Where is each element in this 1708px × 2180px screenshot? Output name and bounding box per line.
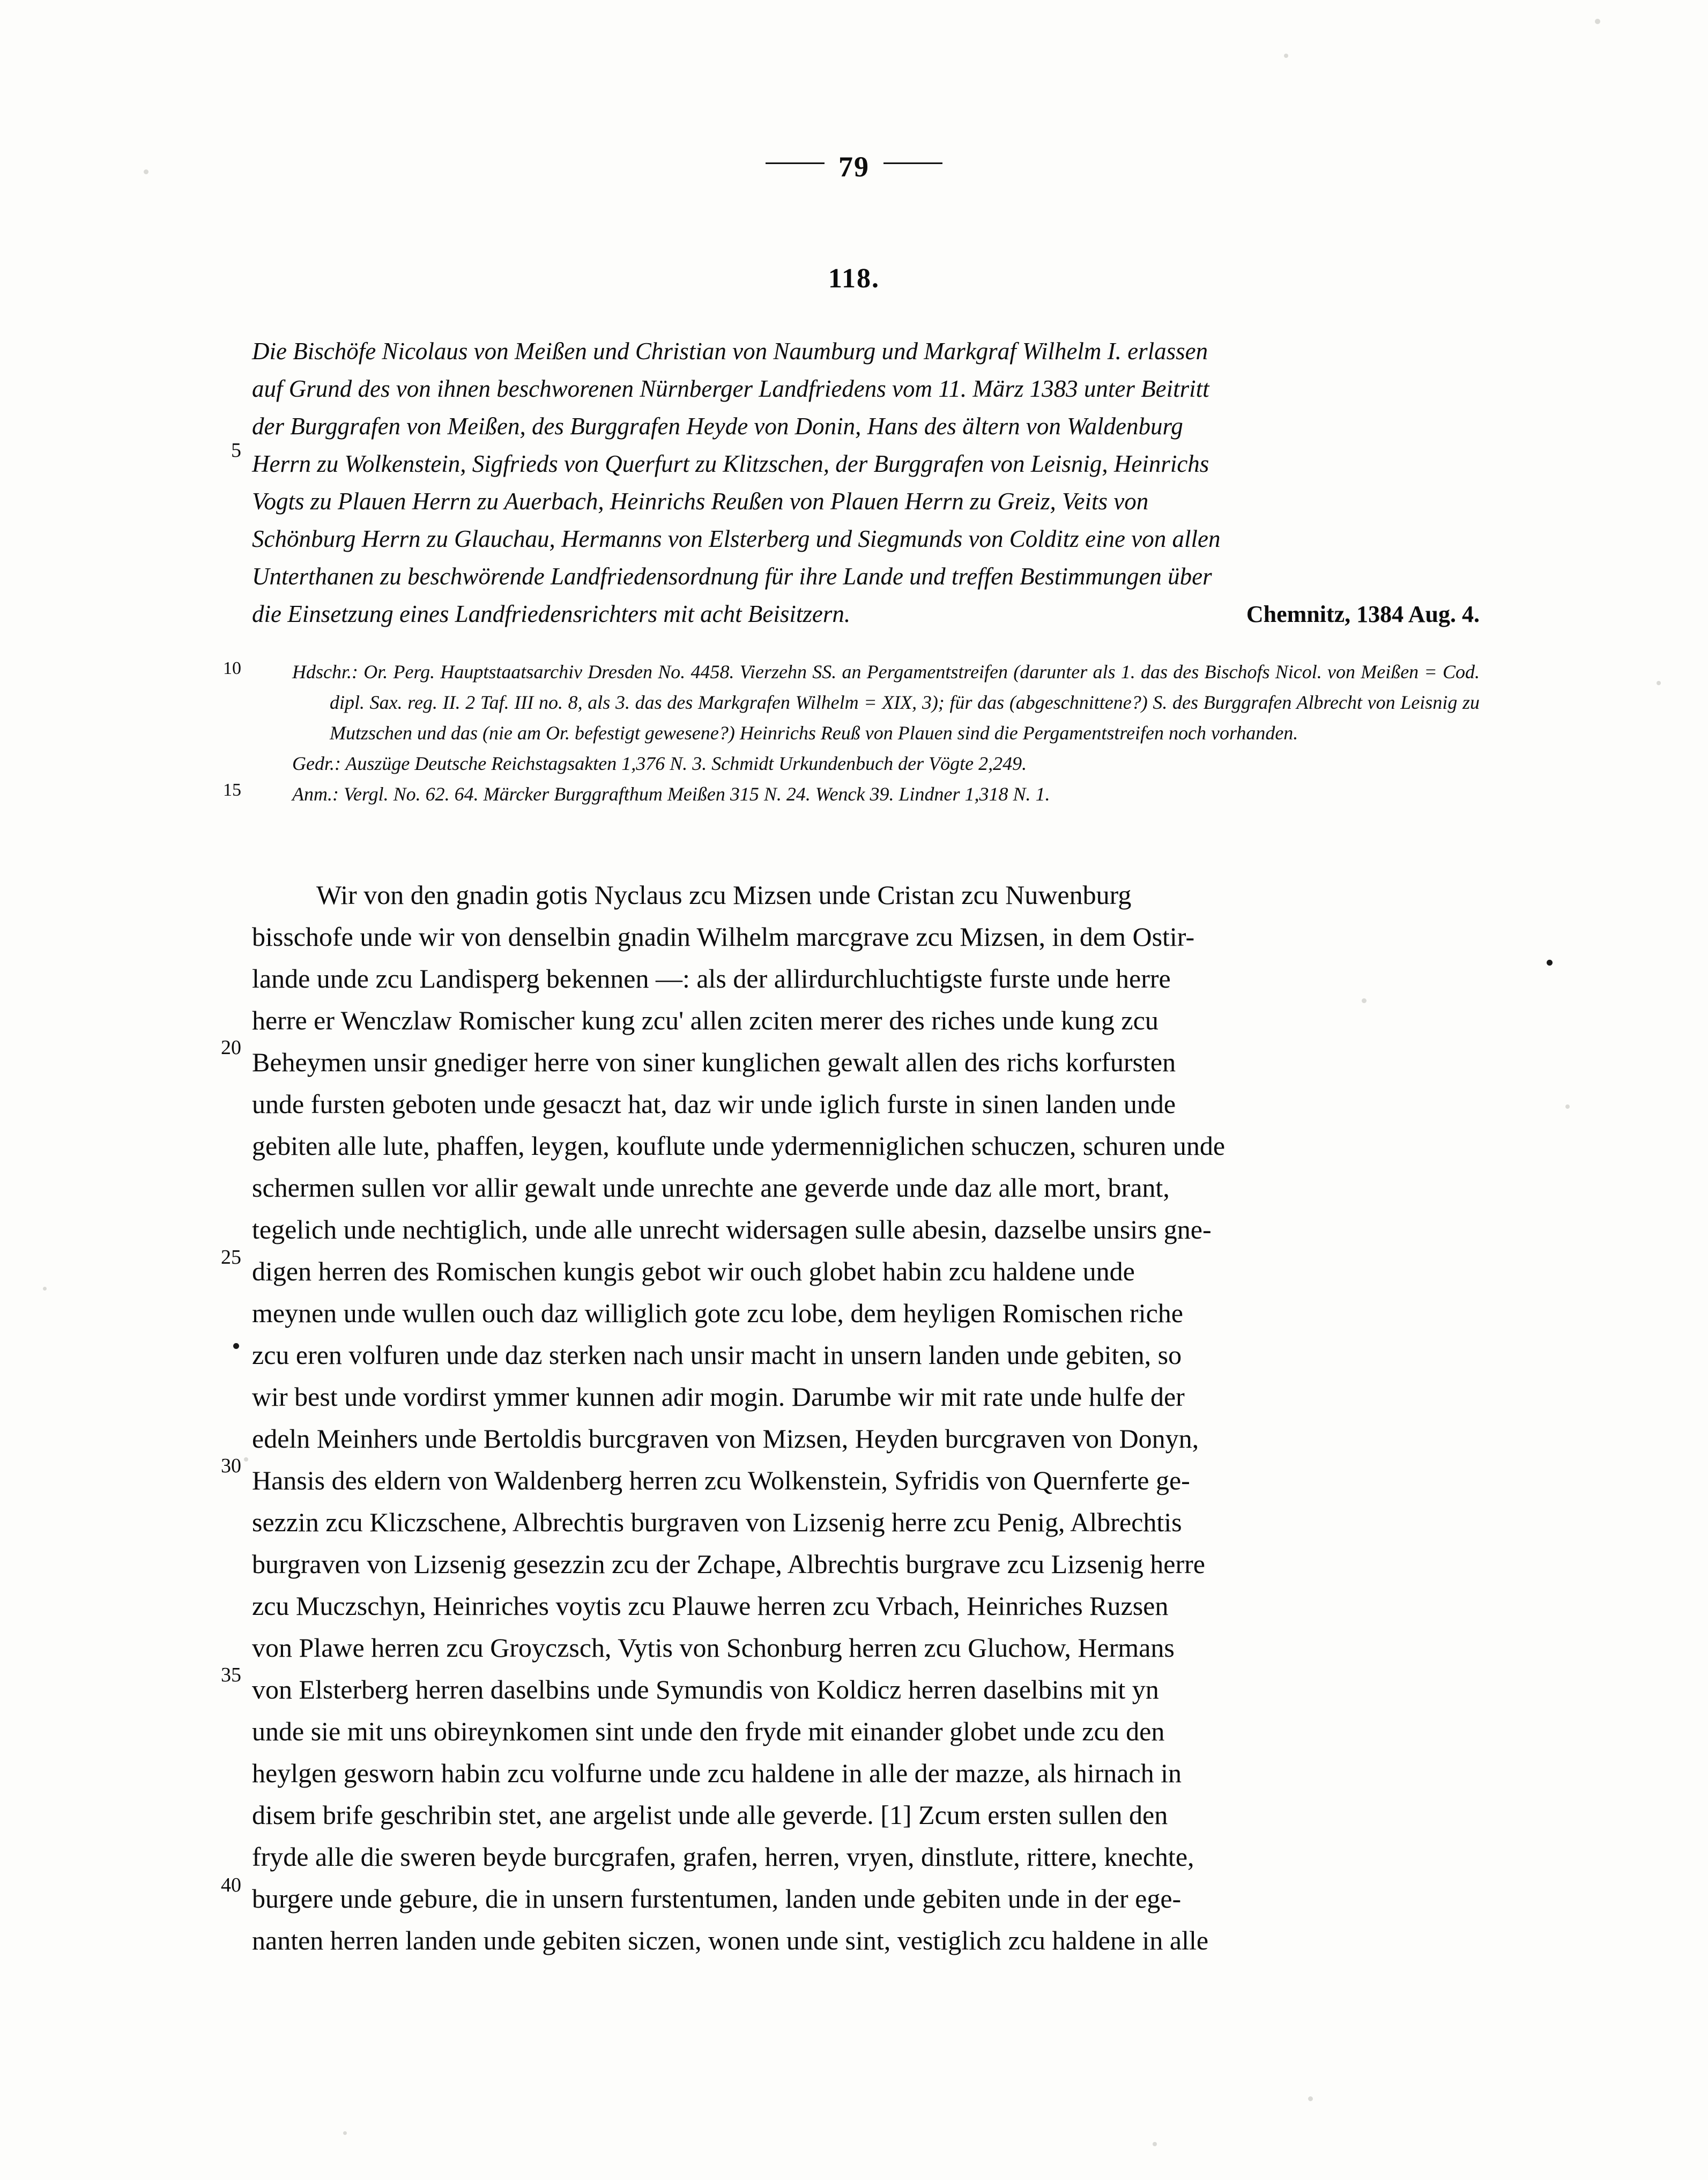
- line-number-15: 15: [223, 780, 241, 800]
- text-line: fryde alle die sweren beyde burcgrafen, grafen, herren, vryen, dinstlute, rittere, knechte,: [252, 1842, 1194, 1872]
- paper-speck: [43, 1287, 47, 1291]
- line-number-30: 30: [221, 1455, 241, 1477]
- line-number-10: 10: [223, 658, 241, 678]
- line-number-5: 5: [231, 439, 241, 462]
- apparatus-paragraph-anm: Anm.: Vergl. No. 62. 64. Märcker Burggrafthum Meißen 315 N. 24. Wenck 39. Lindner 1,318 N. 1.: [292, 783, 1050, 805]
- text-line: nanten herren landen unde gebiten siczen, wonen unde sint, vestiglich zcu haldene in alle: [252, 1925, 1209, 1955]
- page-header: [0, 150, 1708, 183]
- line-number-35: 35: [221, 1664, 241, 1686]
- text-line: schermen sullen vor allir gewalt unde unrechte ane geverde unde daz alle mort, brant,: [252, 1173, 1170, 1203]
- paper-speck: [1153, 2142, 1157, 2146]
- regest-line: Herrn zu Wolkenstein, Sigfrieds von Querfurt zu Klitzschen, der Burggrafen von Leisnig, Heinrichs: [252, 450, 1209, 477]
- regest-line: Unterthanen zu beschwörende Landfriedensordnung für ihre Lande und treffen Bestimmungen über: [252, 563, 1212, 590]
- regest-line: Vogts zu Plauen Herrn zu Auerbach, Heinrichs Reußen von Plauen Herrn zu Greiz, Veits von: [252, 488, 1149, 515]
- text-line: lande unde zcu Landisperg bekennen —: als der allirdurchluchtigste furste unde herre: [252, 963, 1171, 993]
- text-line: gebiten alle lute, phaffen, leygen, kouflute unde ydermenniglichen schuczen, schuren unde: [252, 1131, 1226, 1161]
- header-rule-left: [766, 162, 825, 164]
- paper-speck: [244, 1457, 248, 1462]
- text-line: sezzin zcu Kliczschene, Albrechtis burgraven von Lizsenig herre zcu Penig, Albrechtis: [252, 1507, 1182, 1537]
- text-line: herre er Wenczlaw Romischer kung zcu' allen zciten merer des riches unde kung zcu: [252, 1005, 1159, 1035]
- regest: [252, 332, 1480, 633]
- paper-speck: [1657, 681, 1661, 685]
- line-number-40: 40: [221, 1874, 241, 1896]
- line-number-20: 20: [221, 1036, 241, 1059]
- regest-line: auf Grund des von ihnen beschworenen Nürnberger Landfriedens vom 11. März 1383 unter Beitritt: [252, 375, 1209, 402]
- main-text: [252, 874, 1485, 1961]
- text-line: wir best unde vordirst ymmer kunnen adir mogin. Darumbe wir mit rate unde hulfe der: [252, 1382, 1185, 1412]
- text-line: unde sie mit uns obireynkomen sint unde den fryde mit einander globet unde zcu den: [252, 1716, 1165, 1746]
- text-line: zcu Muczschyn, Heinriches voytis zcu Plauwe herren zcu Vrbach, Heinriches Ruzsen: [252, 1591, 1169, 1621]
- text-line: edeln Meinhers unde Bertoldis burcgraven von Mizsen, Heyden burcgraven von Donyn,: [252, 1423, 1199, 1454]
- line-number-25: 25: [221, 1246, 241, 1269]
- text-line: von Plawe herren zcu Groyczsch, Vytis von Schonburg herren zcu Gluchow, Hermans: [252, 1633, 1175, 1663]
- text-line: heylgen gesworn habin zcu volfurne unde zcu haldene in alle der mazze, als hirnach in: [252, 1758, 1182, 1788]
- text-line: burgraven von Lizsenig gesezzin zcu der Zchape, Albrechtis burgrave zcu Lizsenig herre: [252, 1549, 1205, 1579]
- regest-line: die Einsetzung eines Landfriedensrichters mit acht Beisitzern.: [252, 600, 851, 627]
- text-line: zcu eren volfuren unde daz sterken nach unsir macht in unsern landen unde gebiten, so: [252, 1340, 1182, 1370]
- text-line: Beheymen unsir gnediger herre von siner kunglichen gewalt allen des richs korfursten: [252, 1047, 1176, 1077]
- text-line: disem brife geschribin stet, ane argelist unde alle geverde. [1] Zcum ersten sullen den: [252, 1800, 1168, 1830]
- text-line: Wir von den gnadin gotis Nyclaus zcu Mizsen unde Cristan zcu Nuwenburg: [316, 880, 1132, 910]
- text-line: burgere unde gebure, die in unsern furstentumen, landen unde gebiten unde in der ege-: [252, 1884, 1182, 1914]
- paper-speck: [1595, 19, 1600, 24]
- apparatus-notes: [292, 657, 1480, 810]
- text-line: meynen unde wullen ouch daz williglich gote zcu lobe, dem heyligen Romischen riche: [252, 1298, 1183, 1328]
- header-rule-right: [883, 162, 942, 164]
- paper-speck: [343, 2131, 347, 2135]
- paper-speck: [1308, 2096, 1313, 2101]
- margin-dot: [1547, 960, 1553, 966]
- regest-line: der Burggrafen von Meißen, des Burggrafen Heyde von Donin, Hans des ältern von Waldenburg: [252, 413, 1183, 440]
- regest-last-line: [252, 595, 1480, 633]
- paper-speck: [1284, 54, 1288, 58]
- apparatus-paragraph-hdschr: Hdschr.: Or. Perg. Hauptstaatsarchiv Dresden No. 4458. Vierzehn SS. an Pergamentstreifen (darunter als 1. das des Bischofs Nicol. von Meißen = Cod. dipl. Sax. reg. II. 2 Taf. III no. 8, als 3. das des Markgrafen Wilhelm = XIX, 3); für das (abgeschnittene?) S. des Burggrafen Albrecht von Leisnig zu Mutzschen und das (nie am Or. befestigt gewesene?) Heinrichs Reuß von Plauen sind die Pergamentstreifen noch vorhanden.: [292, 661, 1480, 744]
- apparatus-paragraph-gedr: Gedr.: Auszüge Deutsche Reichstagsakten 1,376 N. 3. Schmidt Urkundenbuch der Vögte 2,249.: [292, 753, 1027, 774]
- folio-number: 79: [838, 151, 870, 183]
- margin-dot: [233, 1343, 239, 1349]
- text-line: Hansis des eldern von Waldenberg herren zcu Wolkenstein, Syfridis von Quernferte ge-: [252, 1465, 1190, 1495]
- text-line: bisschofe unde wir von denselbin gnadin Wilhelm marcgrave zcu Mizsen, in dem Ostir-: [252, 922, 1195, 952]
- regest-line: Die Bischöfe Nicolaus von Meißen und Christian von Naumburg und Markgraf Wilhelm I. erlassen: [252, 338, 1208, 365]
- paper-speck: [1565, 1104, 1570, 1109]
- text-line: tegelich unde nechtiglich, unde alle unrecht widersagen sulle abesin, dazselbe unsirs gne-: [252, 1214, 1212, 1244]
- regest-line: Schönburg Herrn zu Glauchau, Hermanns von Elsterberg und Siegmunds von Colditz eine von allen: [252, 525, 1221, 552]
- text-line: unde fursten geboten unde gesaczt hat, daz wir unde iglich furste in sinen landen unde: [252, 1089, 1176, 1119]
- document-number: 118.: [828, 263, 880, 294]
- place-date: Chemnitz, 1384 Aug. 4.: [1246, 601, 1480, 627]
- text-line: digen herren des Romischen kungis gebot wir ouch globet habin zcu haldene unde: [252, 1256, 1135, 1286]
- text-line: von Elsterberg herren daselbins unde Symundis von Koldicz herren daselbins mit yn: [252, 1674, 1159, 1704]
